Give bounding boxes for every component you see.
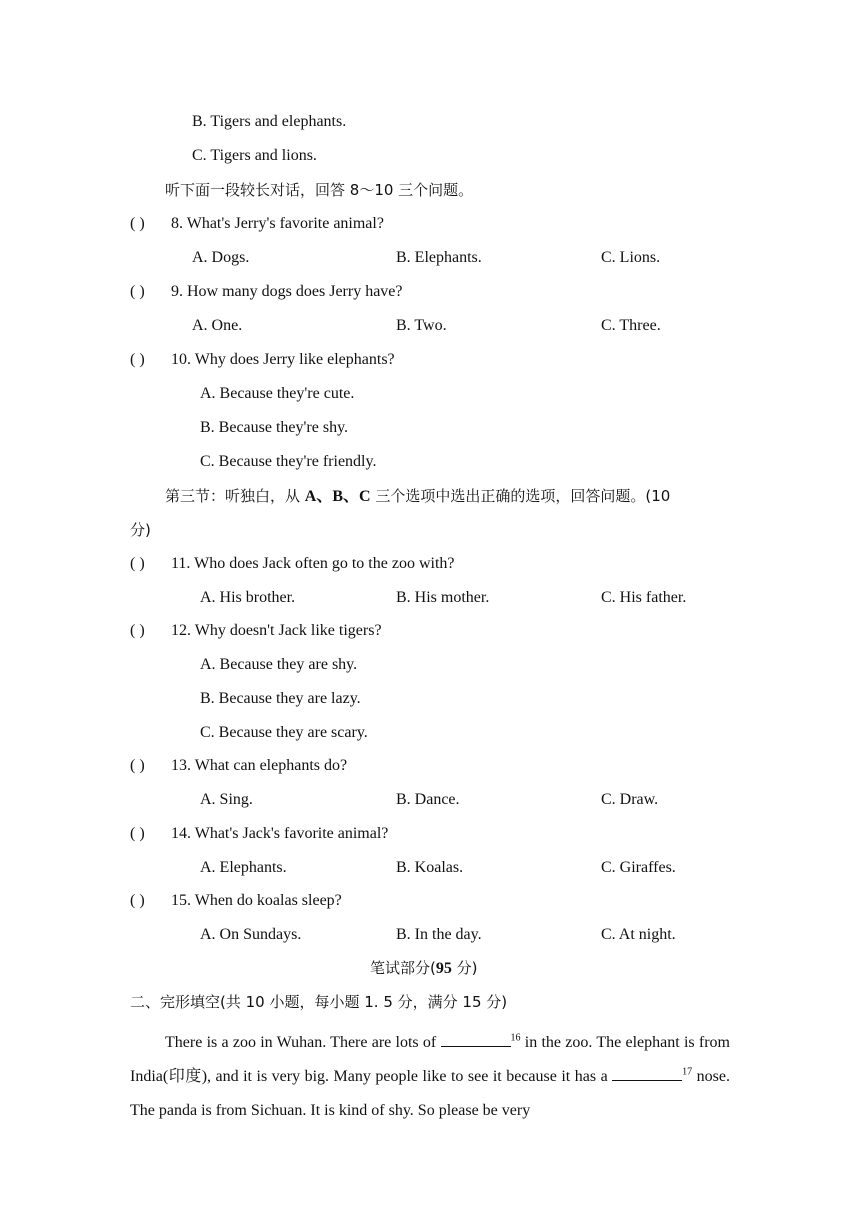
question-text: 15. When do koalas sleep? (171, 892, 342, 909)
option-a: A. Dogs. (192, 249, 250, 266)
answer-blank[interactable]: ( ) (130, 283, 145, 300)
option-a: A. One. (192, 317, 243, 334)
question-12 (130, 621, 382, 641)
blank-17[interactable] (612, 1066, 682, 1081)
option-c: C. Because they're friendly. (200, 453, 377, 470)
part-2-heading: 二、完形填空(共 10 小题，每小题 1. 5 分，满分 15 分) (130, 993, 508, 1011)
section-3-score: 分) (130, 521, 151, 539)
option-a: A. His brother. (200, 589, 296, 606)
written-heading-unit: 分) (451, 959, 478, 977)
option-b: B. His mother. (396, 589, 490, 606)
answer-blank[interactable]: ( ) (130, 892, 145, 909)
passage-text: in the zoo. The elephant is from India(印度), and it is very big. Many people like to see it because it has a (130, 1034, 730, 1085)
option-a: A. Sing. (200, 791, 253, 808)
option-a: A. Because they're cute. (200, 385, 355, 402)
section-3-instruction (165, 486, 670, 507)
cloze-passage (130, 1026, 730, 1128)
question-text: 8. What's Jerry's favorite animal? (171, 215, 384, 232)
option-c: C. Lions. (601, 249, 661, 266)
option-b: B. Two. (396, 317, 447, 334)
question-text: 10. Why does Jerry like elephants? (171, 351, 395, 368)
blank-17-number: 17 (682, 1066, 693, 1078)
written-part-heading (370, 958, 477, 979)
blank-16[interactable] (441, 1032, 511, 1047)
blank-16-number: 16 (510, 1032, 521, 1044)
option-b: B. In the day. (396, 926, 482, 943)
section-3-choices: A、B、C (304, 488, 371, 505)
option-c: C. Because they are scary. (200, 724, 368, 741)
option-a: A. Elephants. (200, 859, 287, 876)
option-b: B. Koalas. (396, 859, 464, 876)
option-a: A. Because they are shy. (200, 656, 358, 673)
option-c-tigers-lions: C. Tigers and lions. (192, 147, 317, 164)
question-text: 14. What's Jack's favorite animal? (171, 825, 389, 842)
written-heading-score: 95 (435, 960, 452, 977)
option-b: B. Because they're shy. (200, 419, 349, 436)
option-c: C. Giraffes. (601, 859, 676, 876)
option-b: B. Dance. (396, 791, 460, 808)
question-11 (130, 554, 455, 574)
answer-blank[interactable]: ( ) (130, 825, 145, 842)
option-b: B. Because they are lazy. (200, 690, 361, 707)
question-10 (130, 350, 395, 370)
question-text: 9. How many dogs does Jerry have? (171, 283, 403, 300)
answer-blank[interactable]: ( ) (130, 622, 145, 639)
option-c: C. Draw. (601, 791, 659, 808)
passage-text: There is a zoo in Wuhan. There are lots of (165, 1034, 441, 1051)
section-3-text-cont: 三个选项中选出正确的选项，回答问题。(10 (370, 487, 671, 505)
option-c: C. Three. (601, 317, 661, 334)
option-c: C. His father. (601, 589, 687, 606)
question-text: 11. Who does Jack often go to the zoo with? (171, 555, 455, 572)
answer-blank[interactable]: ( ) (130, 215, 145, 232)
section-dialogue-instruction: 听下面一段较长对话，回答 8～10 三个问题。 (165, 181, 474, 199)
passage-text: nose. The panda is from Sichuan. It is kind of shy. So please be very (130, 1068, 730, 1119)
written-heading-text: 笔试部分( (370, 959, 436, 977)
option-b: B. Elephants. (396, 249, 482, 266)
question-text: 12. Why doesn't Jack like tigers? (171, 622, 382, 639)
question-9 (130, 282, 403, 302)
question-14 (130, 824, 388, 844)
question-text: 13. What can elephants do? (171, 757, 348, 774)
question-13 (130, 756, 347, 776)
answer-blank[interactable]: ( ) (130, 757, 145, 774)
question-8 (130, 214, 384, 234)
question-15 (130, 891, 342, 911)
option-c: C. At night. (601, 926, 676, 943)
answer-blank[interactable]: ( ) (130, 555, 145, 572)
answer-blank[interactable]: ( ) (130, 351, 145, 368)
section-3-text: 第三节：听独白，从 (165, 487, 305, 505)
option-b-tigers-elephants: B. Tigers and elephants. (192, 113, 347, 130)
option-a: A. On Sundays. (200, 926, 302, 943)
